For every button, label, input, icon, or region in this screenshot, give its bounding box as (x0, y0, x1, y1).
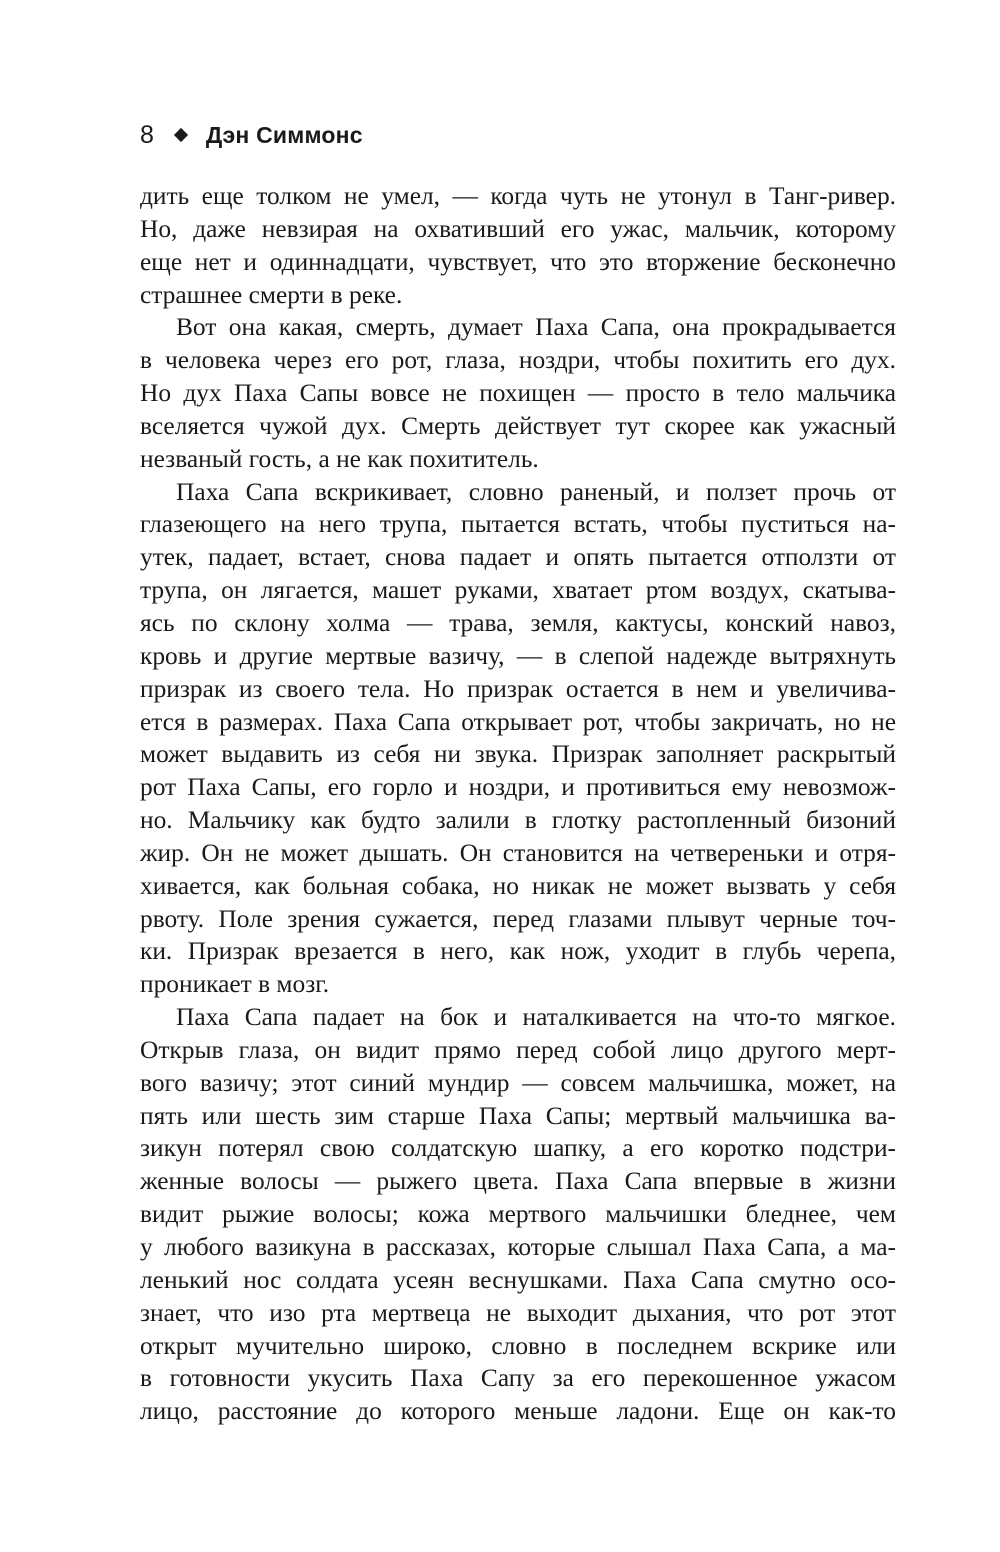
text-line: в готовности укусить Паха Сапу за его перекошенное ужасом (140, 1364, 896, 1393)
text-line: рот Паха Сапы, его горло и ноздри, и противиться ему невозмож- (140, 773, 896, 802)
text-line: знает, что изо рта мертвеца не выходит дыхания, что рот этот (140, 1298, 896, 1327)
text-line: кровь и другие мертвые вазичу, — в слепой надежде вытряхнуть (140, 641, 896, 670)
body-text (140, 180, 896, 1428)
diamond-ornament-icon (174, 128, 188, 142)
text-line: женные волосы — рыжего цвета. Паха Сапа впервые в жизни (140, 1167, 896, 1196)
page-number: 8 (140, 120, 154, 149)
text-line: Открыв глаза, он видит прямо перед собой лицо другого мерт- (140, 1035, 896, 1064)
text-line: дить еще толком не умел, — когда чуть не утонул в Танг-ривер. (140, 182, 896, 210)
text-line: трупа, он лягается, машет руками, хватает ртом воздух, скатыва- (140, 576, 896, 605)
text-line: вого вазичу; этот синий мундир — совсем мальчишка, может, на (140, 1068, 896, 1097)
text-line: может выдавить из себя ни звука. Призрак заполняет раскрытый (140, 740, 896, 769)
text-line: у любого вазикуна в рассказах, которые слышал Паха Сапа, а ма- (140, 1233, 896, 1261)
text-line: глазеющего на него трупа, пытается встать, чтобы пуститься на- (140, 510, 896, 539)
text-line: проникает в мозг. (140, 970, 330, 999)
text-line: жир. Он не может дышать. Он становится на четвереньки и отря- (140, 838, 896, 867)
paragraph (140, 311, 896, 475)
running-head (140, 118, 363, 152)
paragraph (140, 476, 896, 1002)
paragraph (140, 1001, 896, 1428)
text-line: ется в размерах. Паха Сапа открывает рот, чтобы закричать, но не (140, 707, 896, 736)
text-line: ленький нос солдата усеян веснушками. Паха Сапа смутно осо- (140, 1265, 896, 1294)
text-line: рвоту. Поле зрения сужается, перед глазами плывут черные точ- (140, 904, 896, 933)
text-line: Паха Сапа вскрикивает, словно раненый, и ползет прочь от (176, 477, 896, 506)
text-line: в человека через его рот, глаза, ноздри, чтобы похитить его дух. (140, 346, 896, 375)
text-line: хивается, как больная собака, но никак не может вызвать у себя (140, 871, 896, 900)
text-line: Но дух Паха Сапы вовсе не похищен — просто в тело мальчика (140, 379, 896, 408)
text-line: лицо, расстояние до которого меньше ладони. Еще он как-то (140, 1397, 896, 1426)
text-line: незваный гость, а не как похититель. (140, 444, 539, 473)
text-line: вселяется чужой дух. Смерть действует тут скорее как ужасный (140, 411, 896, 440)
text-line: ки. Призрак врезается в него, как нож, уходит в глубь черепа, (140, 937, 896, 966)
text-line: ясь по склону холма — трава, земля, кактусы, конский навоз, (140, 608, 896, 637)
text-line: пять или шесть зим старше Паха Сапы; мертвый мальчишка ва- (140, 1101, 896, 1130)
text-line: открыт мучительно широко, словно в последнем вскрике или (140, 1331, 896, 1360)
paragraph (140, 180, 896, 311)
text-line: страшнее смерти в реке. (140, 280, 403, 309)
text-line: еще нет и одиннадцати, чувствует, что это вторжение бесконечно (140, 247, 896, 276)
text-line: но. Мальчику как будто залили в глотку растопленный бизоний (140, 806, 896, 835)
text-line: Паха Сапа падает на бок и наталкивается на что-то мягкое. (176, 1003, 896, 1032)
text-line: Но, даже невзирая на охвативший его ужас, мальчик, которому (140, 214, 896, 243)
text-line: зикун потерял свою солдатскую шапку, а его коротко подстри- (140, 1134, 896, 1163)
text-line: Вот она какая, смерть, думает Паха Сапа, она прокрадывается (176, 313, 896, 342)
author-name: Дэн Симмонс (205, 121, 363, 148)
text-line: призрак из своего тела. Но призрак остается в нем и увеличива- (140, 674, 896, 703)
text-line: видит рыжие волосы; кожа мертвого мальчишки бледнее, чем (140, 1200, 896, 1229)
text-line: утек, падает, встает, снова падает и опять пытается отползти от (140, 543, 896, 572)
